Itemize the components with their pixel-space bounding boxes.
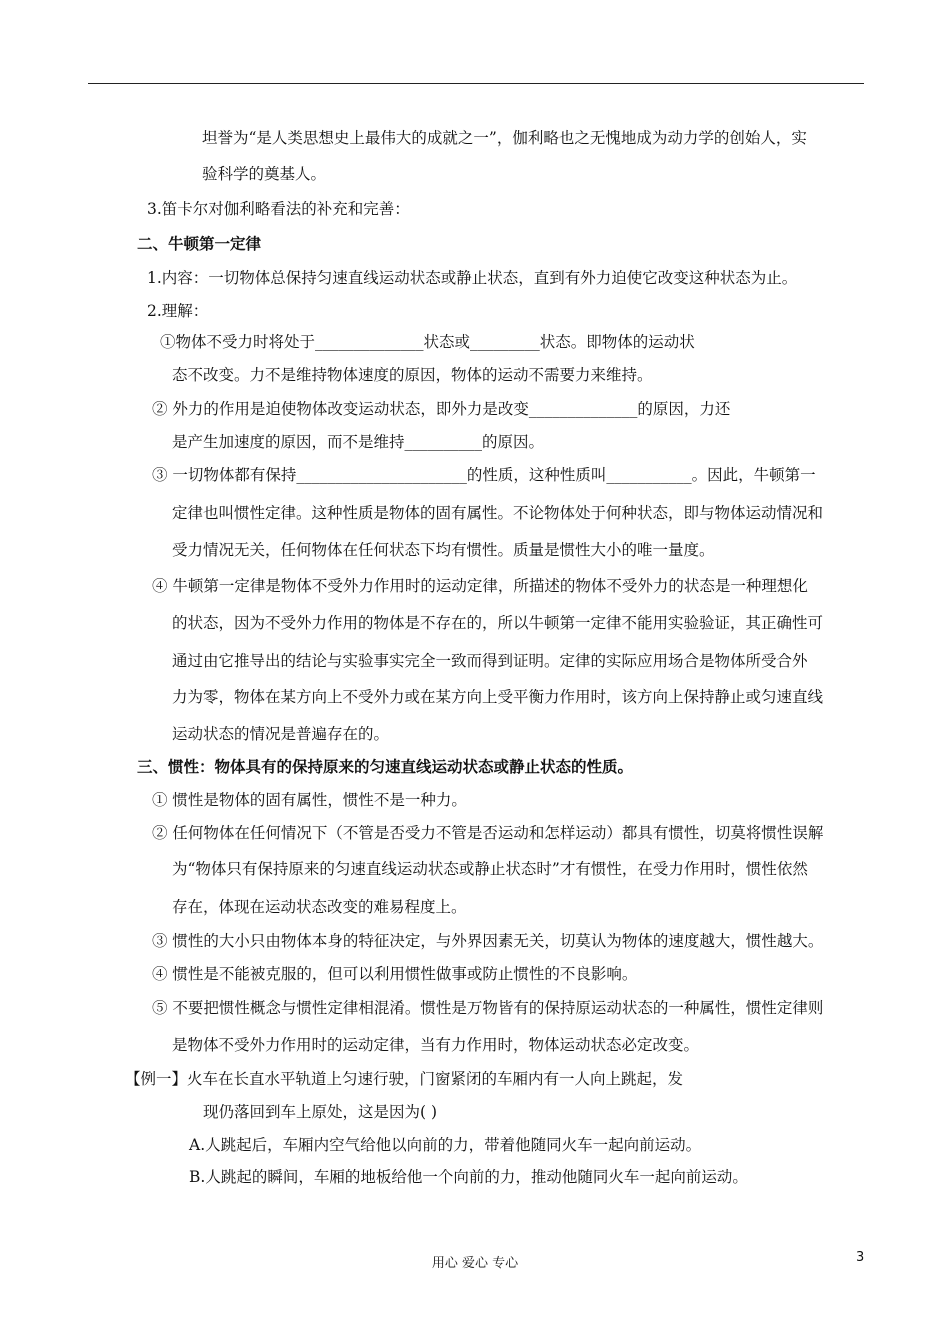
text-line: ③ 惯性的大小只由物体本身的特征决定，与外界因素无关，切莫认为物体的速度越大，惯性越大。: [152, 932, 824, 950]
section-heading: 二、牛顿第一定律: [137, 234, 262, 253]
text-line: 受力情况无关，任何物体在任何状态下均有惯性。质量是惯性大小的唯一量度。: [172, 541, 715, 559]
text-line: 3.笛卡尔对伽利略看法的补充和完善：: [147, 200, 410, 218]
text-line: 为“物体只有保持原来的匀速直线运动状态或静止状态时”才有惯性，在受力作用时，惯性依然: [172, 860, 808, 878]
example-line: 【例一】火车在长直水平轨道上匀速行驶，门窗紧闭的车厢内有一人向上跳起，发: [125, 1070, 684, 1088]
header-rule: [88, 83, 864, 84]
text-line: 是产生加速度的原因，而不是维持__________的原因。: [172, 433, 545, 451]
text-line: ③ 一切物体都有保持______________________的性质，这种性质叫___________。因此，牛顿第一: [152, 466, 816, 484]
section-heading: 三、惯性：物体具有的保持原来的匀速直线运动状态或静止状态的性质。: [137, 757, 634, 776]
text-line: ④ 牛顿第一定律是物体不受外力作用时的运动定律，所描述的物体不受外力的状态是一种理想化: [152, 577, 808, 595]
page-number: 3: [856, 1250, 865, 1265]
option-a: A.人跳起后，车厢内空气给他以向前的力，带着他随同火车一起向前运动。: [189, 1136, 702, 1154]
text-line: ② 外力的作用是迫使物体改变运动状态，即外力是改变______________的原因，力还: [152, 400, 731, 418]
text-line: 定律也叫惯性定律。这种性质是物体的固有属性。不论物体处于何种状态，即与物体运动情况和: [172, 504, 824, 522]
text-line: ① 惯性是物体的固有属性，惯性不是一种力。: [152, 791, 467, 809]
text-line: 运动状态的情况是普遍存在的。: [172, 725, 390, 743]
text-line: 的状态，因为不受外力作用的物体是不存在的，所以牛顿第一定律不能用实验验证，其正确性可: [172, 614, 824, 632]
text-line: 2.理解：: [147, 302, 209, 320]
text-line: ⑤ 不要把惯性概念与惯性定律相混淆。惯性是万物皆有的保持原运动状态的一种属性，惯性定律则: [152, 999, 824, 1017]
example-line: 现仍落回到车上原处，这是因为( ): [203, 1103, 438, 1121]
text-line: 态不改变。力不是维持物体速度的原因，物体的运动不需要力来维持。: [172, 366, 653, 384]
text-line: 存在，体现在运动状态改变的难易程度上。: [172, 898, 467, 916]
text-line: ② 任何物体在任何情况下（不管是否受力不管是否运动和怎样运动）都具有惯性，切莫将惯性误解: [152, 824, 824, 842]
page-footer: 用心 爱心 专心: [431, 1256, 519, 1271]
option-b: B.人跳起的瞬间，车厢的地板给他一个向前的力，推动他随同火车一起向前运动。: [189, 1168, 748, 1186]
text-line: 验科学的奠基人。: [202, 165, 327, 183]
text-line: ④ 惯性是不能被克服的，但可以利用惯性做事或防止惯性的不良影响。: [152, 965, 638, 983]
text-line: ①物体不受力时将处于______________状态或_________状态。即物体的运动状: [160, 333, 695, 351]
text-line: 力为零，物体在某方向上不受外力或在某方向上受平衡力作用时，该方向上保持静止或匀速直线: [172, 688, 824, 706]
text-line: 通过由它推导出的结论与实验事实完全一致而得到证明。定律的实际应用场合是物体所受合外: [172, 652, 808, 670]
text-line: 是物体不受外力作用时的运动定律，当有力作用时，物体运动状态必定改变。: [172, 1036, 700, 1054]
text-line: 1.内容：一切物体总保持匀速直线运动状态或静止状态，直到有外力迫使它改变这种状态为止。: [147, 269, 798, 287]
text-line: 坦誉为“是人类思想史上最伟大的成就之一”，伽利略也之无愧地成为动力学的创始人，实: [202, 129, 807, 147]
